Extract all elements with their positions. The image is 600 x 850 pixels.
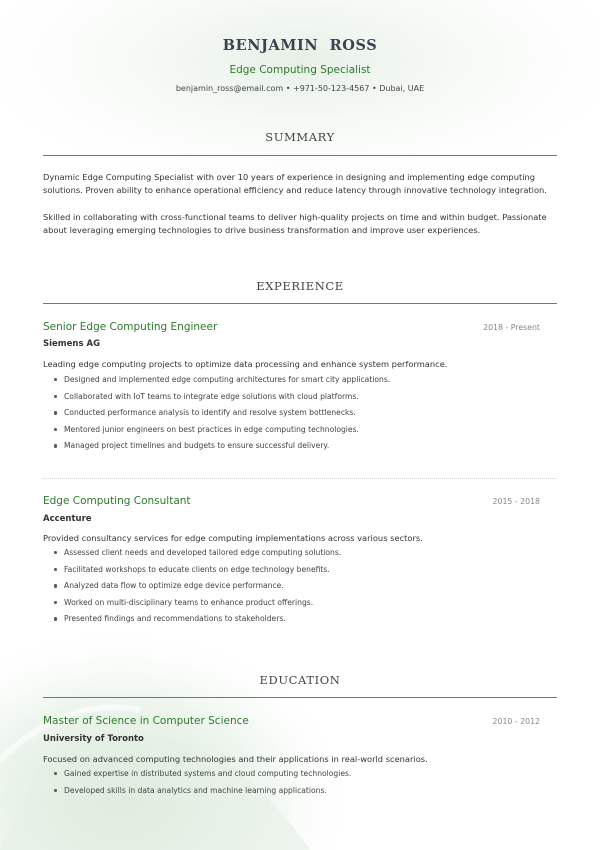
list-item: Collaborated with IoT teams to integrate edge solutions with cloud platforms. <box>52 391 552 408</box>
job-description: Provided consultancy services for edge computing implementations across various sectors. <box>43 533 423 543</box>
contact-separator: • <box>371 84 377 93</box>
job-title: Senior Edge Computing Engineer <box>43 321 218 333</box>
education-dates: 2010 - 2012 <box>492 717 540 726</box>
location: Dubai, UAE <box>379 84 425 93</box>
job-separator <box>43 478 557 479</box>
list-item: Facilitated workshops to educate clients on edge technology benefits. <box>52 564 552 581</box>
phone-number: +971-50-123-4567 <box>292 84 370 93</box>
education-divider <box>43 697 557 698</box>
list-item: Gained expertise in distributed systems and cloud computing technologies. <box>52 768 552 785</box>
summary-paragraph-2: Skilled in collaborating with cross-functional teams to deliver high-quality projects on time and within budget. Passionate about leveraging emerging technologies to drive business transformation and improve user experiences. <box>43 212 547 235</box>
summary-divider <box>43 155 557 156</box>
education-bullets <box>52 768 552 801</box>
job-description: Leading edge computing projects to optimize data processing and enhance system performance. <box>43 359 448 369</box>
experience-heading: EXPERIENCE <box>256 279 344 293</box>
contact-separator: • <box>285 84 291 93</box>
list-item: Conducted performance analysis to identify and resolve system bottlenecks. <box>52 407 552 424</box>
job-dates: 2015 - 2018 <box>492 497 540 506</box>
company-name: Accenture <box>43 514 92 524</box>
job-dates: 2018 - Present <box>483 323 540 332</box>
education-heading: EDUCATION <box>259 673 341 687</box>
candidate-title: Edge Computing Specialist <box>229 64 371 76</box>
degree-title: Master of Science in Computer Science <box>43 715 249 727</box>
contact-line <box>0 84 600 93</box>
summary-paragraph-1: Dynamic Edge Computing Specialist with over 10 years of experience in designing and implementing edge computing solutions. Proven ability to enhance operational efficiency and reduce latency through innovative technology integration. <box>43 172 547 195</box>
list-item: Designed and implemented edge computing architectures for smart city applications. <box>52 374 552 391</box>
company-name: Siemens AG <box>43 339 101 349</box>
job-bullets <box>52 374 552 457</box>
experience-divider <box>43 303 557 304</box>
list-item: Managed project timelines and budgets to ensure successful delivery. <box>52 440 552 457</box>
school-name: University of Toronto <box>43 734 144 744</box>
education-description: Focused on advanced computing technologies and their applications in real-world scenarios. <box>43 754 428 764</box>
list-item: Analyzed data flow to optimize edge device performance. <box>52 580 552 597</box>
candidate-name: BENJAMIN ROSS <box>222 37 378 54</box>
summary-heading: SUMMARY <box>265 130 335 144</box>
job-bullets <box>52 547 552 630</box>
job-title: Edge Computing Consultant <box>43 495 191 507</box>
list-item: Mentored junior engineers on best practices in edge computing technologies. <box>52 424 552 441</box>
list-item: Presented findings and recommendations to stakeholders. <box>52 613 552 630</box>
list-item: Worked on multi-disciplinary teams to enhance product offerings. <box>52 597 552 614</box>
email-link[interactable]: benjamin_ross@email.com <box>175 84 284 93</box>
list-item: Developed skills in data analytics and machine learning applications. <box>52 785 552 802</box>
list-item: Assessed client needs and developed tailored edge computing solutions. <box>52 547 552 564</box>
